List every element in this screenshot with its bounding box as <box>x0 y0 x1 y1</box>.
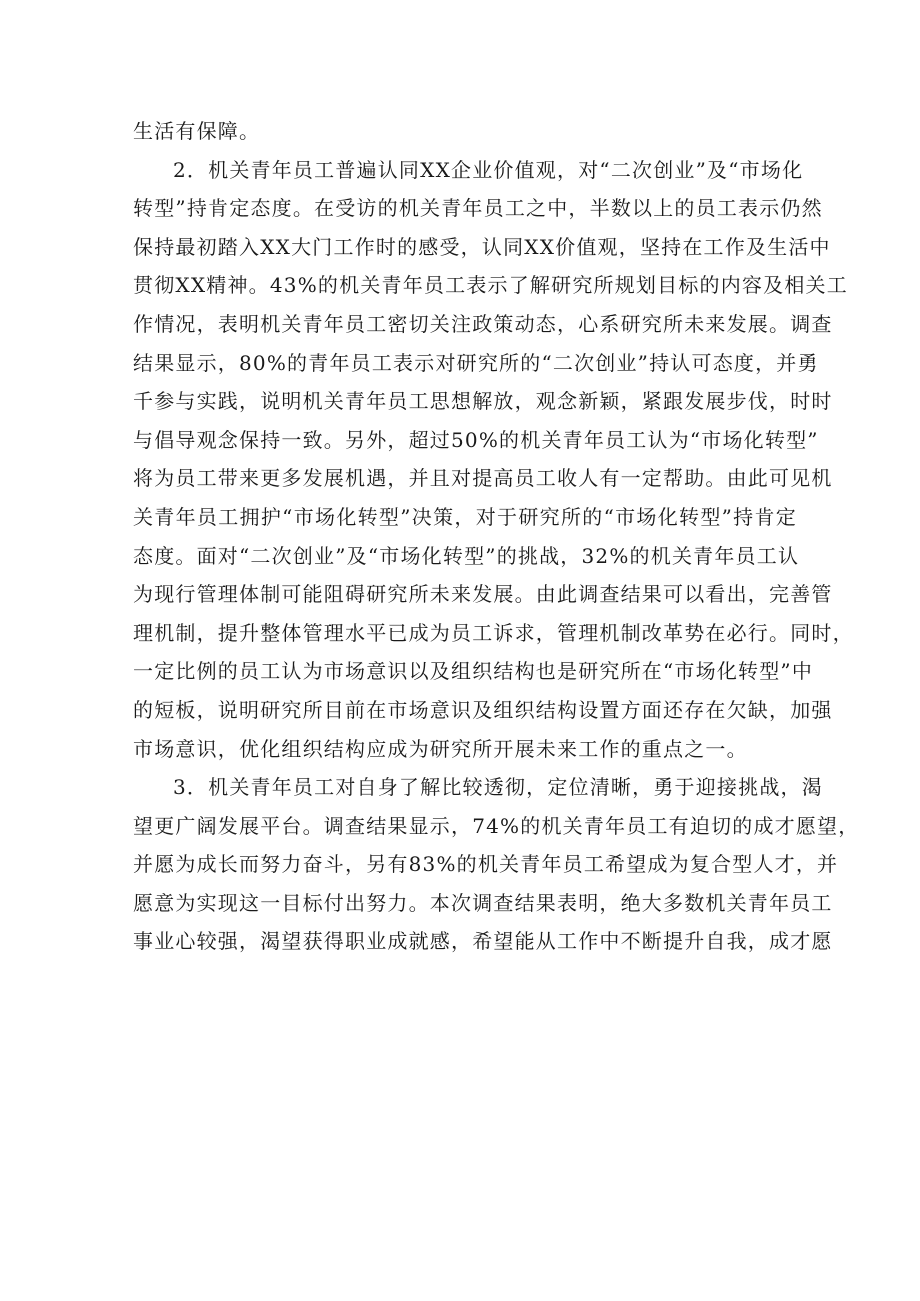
text-line: 事业心较强，渴望获得职业成就感，希望能从工作中不断提升自我，成才愿 <box>133 929 833 954</box>
text-line: 为现行管理体制可能阻碍研究所未来发展。由此调查结果可以看出，完善管 <box>133 582 833 607</box>
text-line: 市场意识，优化组织结构应成为研究所开展未来工作的重点之一。 <box>133 736 748 761</box>
text-line: 结果显示，80%的青年员工表示对研究所的“二次创业”持认可态度，并勇 <box>133 350 819 375</box>
text-line: 并愿为成长而努力奋斗，另有83%的机关青年员工希望成为复合型人才，并 <box>133 852 839 877</box>
text-line: 的短板，说明研究所目前在市场意识及组织结构设置方面还存在欠缺，加强 <box>133 697 833 722</box>
text-line: 3．机关青年员工对自身了解比较透彻，定位清晰，勇于迎接挑战，渴 <box>173 775 823 800</box>
text-line: 愿意为实现这一目标付出努力。本次调查结果表明，绝大多数机关青年员工 <box>133 890 833 915</box>
text-line: 作情况，表明机关青年员工密切关注政策动态，心系研究所未来发展。调查 <box>133 311 833 336</box>
text-line: 理机制，提升整体管理水平已成为员工诉求，管理机制改革势在必行。同时， <box>133 620 854 645</box>
text-line: 与倡导观念保持一致。另外，超过50%的机关青年员工认为“市场化转型” <box>133 427 819 452</box>
text-line: 一定比例的员工认为市场意识以及组织结构也是研究所在“市场化转型”中 <box>133 659 814 684</box>
text-line: 生活有保障。 <box>133 119 261 143</box>
text-line: 转型”持肯定态度。在受访的机关青年员工之中，半数以上的员工表示仍然 <box>133 196 823 221</box>
text-line: 千参与实践，说明机关青年员工思想解放，观念新颖，紧跟发展步伐，时时 <box>133 389 833 414</box>
text-line: 将为员工带来更多发展机遇，并且对提高员工收人有一定帮助。由此可见机 <box>133 466 833 491</box>
text-line: 贯彻XX精神。43%的机关青年员工表示了解研究所规划目标的内容及相关工 <box>133 273 848 298</box>
text-line: 态度。面对“二次创业”及“市场化转型”的挑战，32%的机关青年员工认 <box>133 543 800 568</box>
text-line: 望更广阔发展平台。调查结果显示，74%的机关青年员工有迫切的成才愿望， <box>133 813 860 838</box>
text-line: 关青年员工拥护“市场化转型”决策，对于研究所的“市场化转型”持肯定 <box>133 504 797 529</box>
text-line: 保持最初踏入XX大门工作时的感受，认同XX价值观，坚持在工作及生活中 <box>133 234 831 259</box>
document-body <box>133 112 860 961</box>
text-line: 2．机关青年员工普遍认同XX企业价值观，对“二次创业”及“市场化 <box>173 157 804 182</box>
